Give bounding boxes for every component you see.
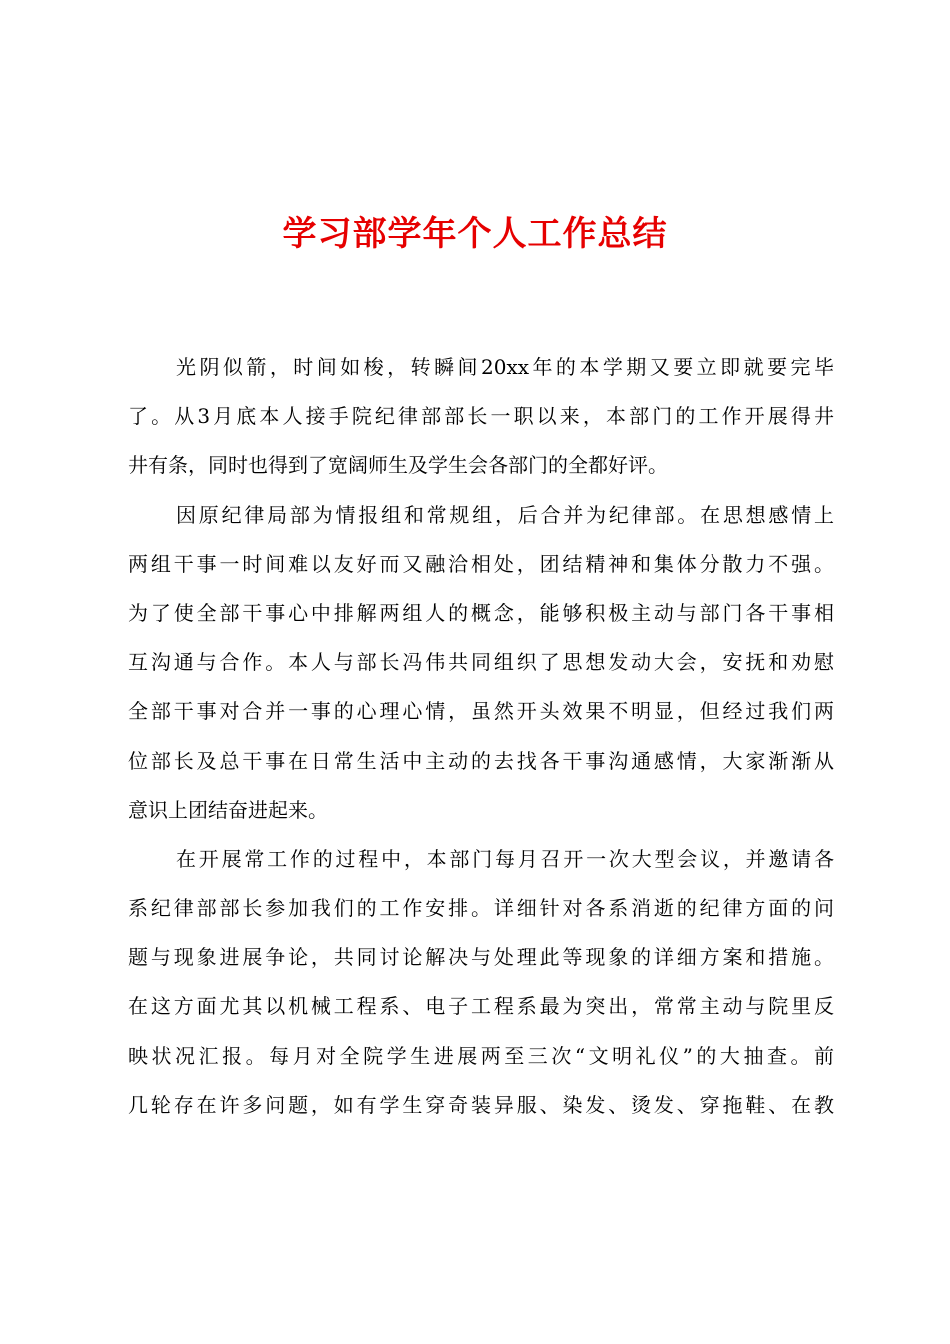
body-line: 在这方面尤其以机械工程系、电子工程系最为突出，常常主动与院里反 bbox=[128, 994, 834, 1019]
body-line: 在开展常工作的过程中，本部门每月召开一次大型会议，并邀请各 bbox=[176, 846, 834, 871]
body-line: 为了使全部干事心中排解两组人的概念，能够积极主动与部门各干事相 bbox=[128, 600, 834, 625]
body-line: 井有条，同时也得到了宽阔师生及学生会各部门的全都好评。 bbox=[128, 453, 668, 478]
body-line: 因原纪律局部为情报组和常规组，后合并为纪律部。在思想感情上 bbox=[176, 502, 834, 527]
document-body bbox=[128, 343, 834, 1130]
body-line: 光阴似箭，时间如梭，转瞬间20xx年的本学期又要立即就要完毕 bbox=[176, 355, 834, 379]
body-line: 位部长及总干事在日常生活中主动的去找各干事沟通感情，大家渐渐从 bbox=[128, 748, 834, 773]
body-line: 几轮存在许多问题，如有学生穿奇装异服、染发、烫发、穿拖鞋、在教 bbox=[128, 1092, 834, 1117]
body-line: 互沟通与合作。本人与部长冯伟共同组织了思想发动大会，安抚和劝慰 bbox=[128, 650, 834, 675]
body-line: 全部干事对合并一事的心理心情，虽然开头效果不明显，但经过我们两 bbox=[128, 699, 834, 724]
body-line: 了。从3月底本人接手院纪律部部长一职以来，本部门的工作开展得井 bbox=[128, 404, 834, 429]
body-line: 意识上团结奋进起来。 bbox=[128, 797, 328, 822]
body-line: 映状况汇报。每月对全院学生进展两至三次“文明礼仪”的大抽查。前 bbox=[128, 1043, 834, 1068]
body-line: 题与现象进展争论，共同讨论解决与处理此等现象的详细方案和措施。 bbox=[128, 945, 834, 970]
body-line: 系纪律部部长参加我们的工作安排。详细针对各系消逝的纪律方面的问 bbox=[128, 896, 834, 921]
document-title: 学习部学年个人工作总结 bbox=[282, 214, 668, 254]
body-line: 两组干事一时间难以友好而又融洽相处，团结精神和集体分散力不强。 bbox=[128, 551, 834, 576]
